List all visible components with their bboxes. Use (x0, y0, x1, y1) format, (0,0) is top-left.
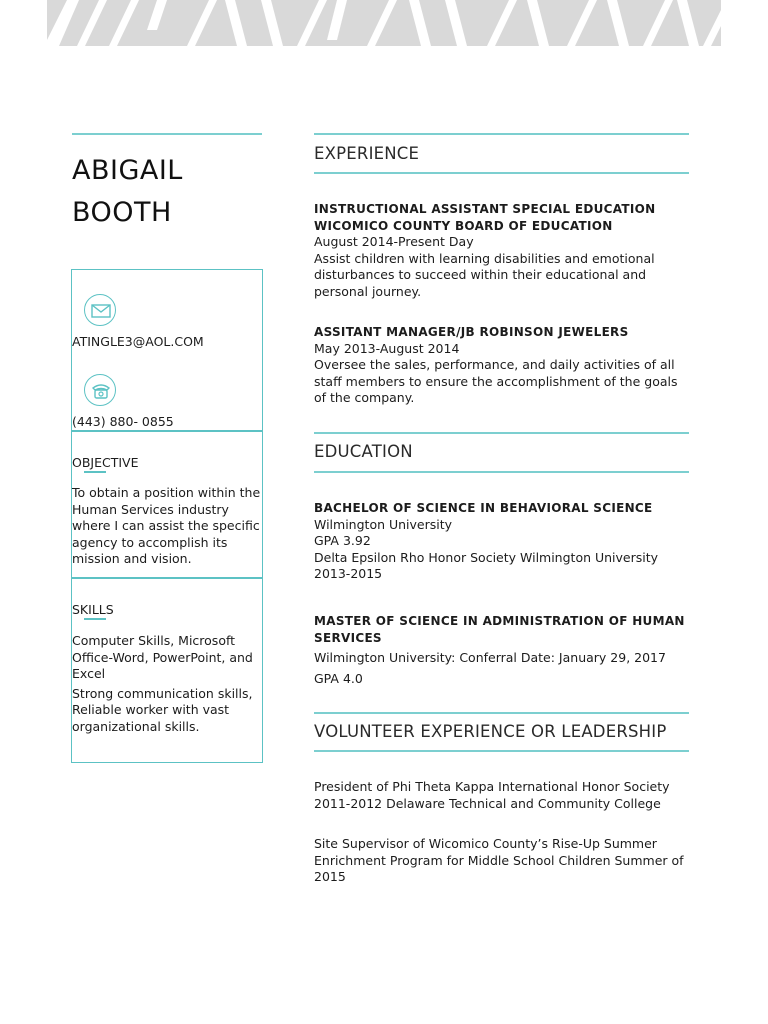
objective-paragraph: To obtain a position within the Human Services industry where I can assist the specific agency to accomplish its mission and vision. (72, 485, 261, 566)
degree-gpa: GPA 4.0 (314, 670, 363, 686)
objective-text (72, 485, 264, 568)
degree-school: Wilmington University: Conferral Date: January 29, 2017 (314, 650, 666, 665)
volunteer-text: President of Phi Theta Kappa International Honor Society 2011-2012 Delaware Technical and Community College (314, 779, 670, 811)
skills-underline (84, 618, 106, 620)
header-banner (47, 0, 721, 46)
volunteer-text: Site Supervisor of Wicomico County’s Rise-Up Summer Enrichment Program for Middle School Children Summer of 2015 (314, 836, 684, 884)
experience-heading: EXPERIENCE (314, 144, 420, 163)
name-top-rule (72, 133, 262, 135)
degree-entry-1 (314, 500, 692, 583)
job-title: INSTRUCTIONAL ASSISTANT SPECIAL EDUCATION (314, 202, 656, 216)
experience-bottom-rule (314, 172, 689, 174)
objective-underline (84, 471, 106, 473)
job-dates: May 2013-August 2014 (314, 340, 460, 356)
degree-title: BACHELOR OF SCIENCE IN BEHAVIORAL SCIENCE (314, 501, 653, 515)
skill-item: Strong communication skills, Reliable worker with vast organizational skills. (72, 685, 253, 734)
skills-heading: SKILLS (72, 602, 114, 617)
job-employer: WICOMICO COUNTY BOARD OF EDUCATION (314, 218, 613, 233)
phone-text: (443) 880- 0855 (72, 414, 174, 429)
candidate-name (72, 150, 183, 234)
degree-gpa: GPA 3.92 (314, 533, 371, 548)
contact-card (71, 269, 263, 763)
volunteer-item (314, 836, 692, 886)
email-text: ATINGLE3@AOL.COM (72, 334, 204, 349)
envelope-icon (84, 294, 116, 326)
volunteer-heading: VOLUNTEER EXPERIENCE OR LEADERSHIP (314, 722, 667, 741)
job-title: ASSITANT MANAGER/JB ROBINSON JEWELERS (314, 325, 629, 339)
degree-school: Wilmington University (314, 516, 453, 532)
degree-entry-2 (314, 613, 692, 687)
education-bottom-rule (314, 471, 689, 473)
degree-honor: Delta Epsilon Rho Honor Society Wilmington University 2013-2015 (314, 549, 659, 581)
education-top-rule (314, 432, 689, 434)
job-entry-2 (314, 324, 692, 407)
volunteer-item (314, 779, 692, 812)
last-name: BOOTH (72, 197, 172, 228)
job-entry-1 (314, 201, 692, 300)
first-name: ABIGAIL (72, 155, 183, 186)
degree-title: MASTER OF SCIENCE IN ADMINISTRATION OF HUMAN SERVICES (314, 614, 685, 645)
job-dates: August 2014-Present Day (314, 234, 474, 249)
card-divider-1 (72, 430, 262, 432)
objective-heading: OBJECTIVE (72, 455, 139, 470)
job-description: Oversee the sales, performance, and daily activities of all staff members to ensure the accomplishment of the goals of the company. (314, 357, 678, 405)
experience-top-rule (314, 133, 689, 135)
skill-item: Computer Skills, Microsoft Office-Word, PowerPoint, and Excel (72, 633, 253, 681)
telephone-icon (84, 374, 116, 406)
skills-list (72, 633, 264, 735)
stripe-pattern (47, 0, 721, 46)
card-divider-2 (72, 577, 262, 579)
volunteer-bottom-rule (314, 750, 689, 752)
job-description: Assist children with learning disabilities and emotional disturbances to succeed within their educational and personal journey. (314, 250, 655, 299)
volunteer-top-rule (314, 712, 689, 714)
education-heading: EDUCATION (314, 442, 413, 461)
